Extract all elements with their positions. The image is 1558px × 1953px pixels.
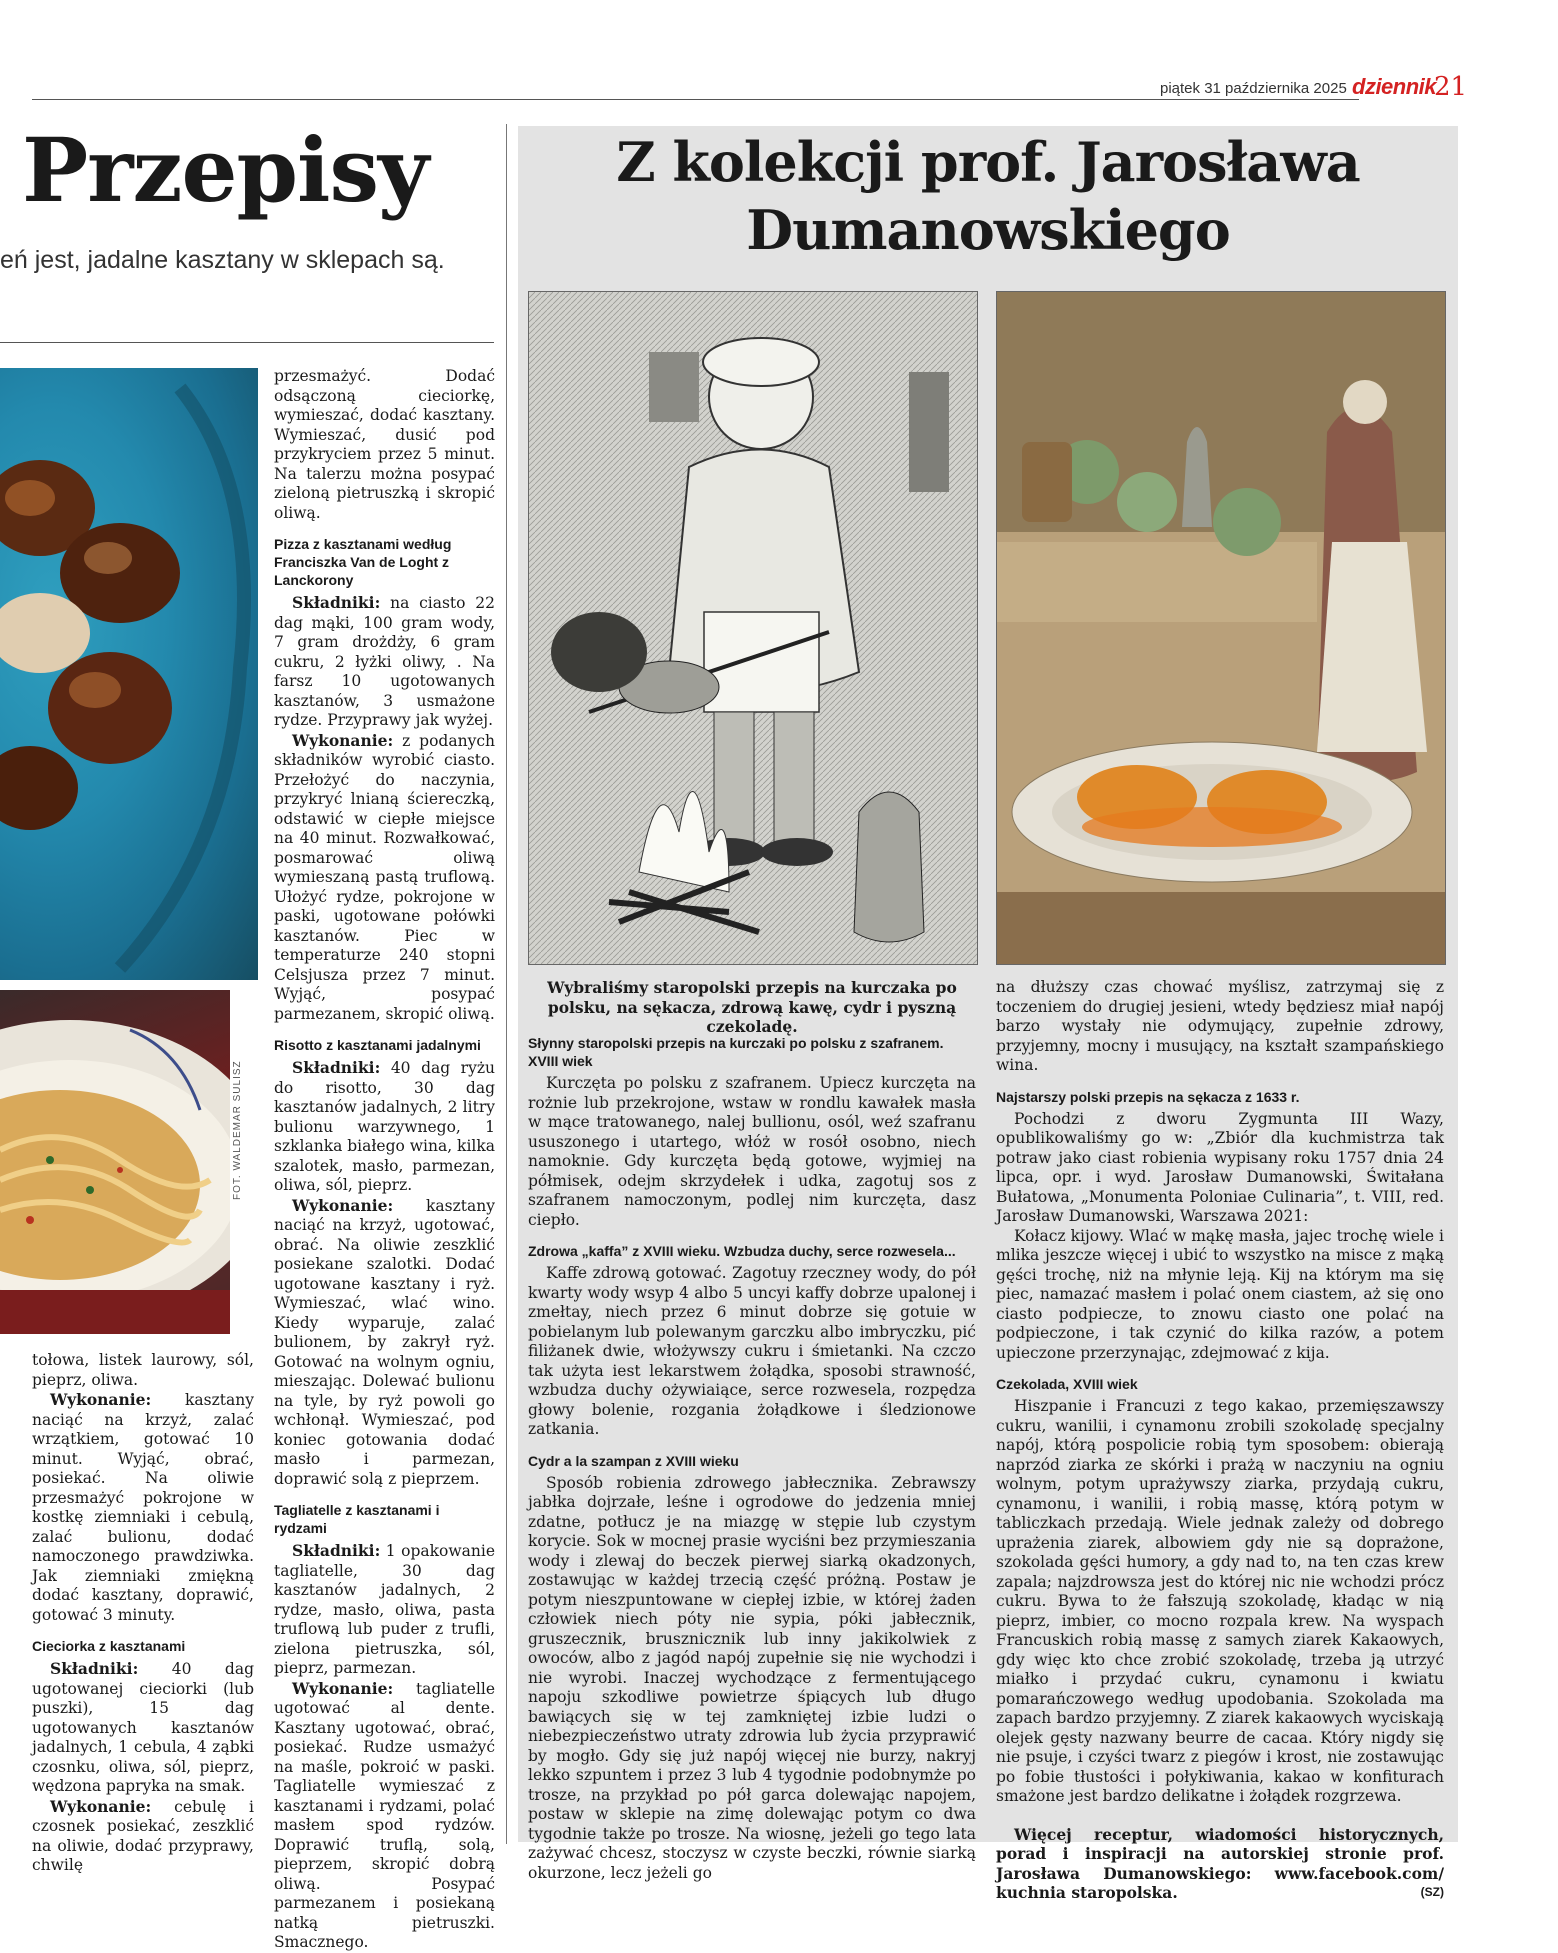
- kitchen-painting: [996, 291, 1446, 965]
- feature-title: [518, 128, 1458, 264]
- text: 40 dag ugotowanej cieciorki (lub puszki), 15 dag ugotowanych kasztanów jadalnych, 1 cebula, 4 ząbki czosnku, oliwa, sól, pieprz, wędzona papryka na smak.: [32, 1660, 254, 1795]
- text: na ciasto 22 dag mąki, 100 gram wody, 7 gram drożdży, 6 gram cukru, 2 łyżki oliwy, . Na farsz 10 ugotowanych kasztanów, 3 usmażone rydze. Przyprawy jak wyżej.: [274, 594, 495, 729]
- paragraph: Hiszpanie i Francuzi z tego kakao, przemięszawszy cukru, wanilii, i cynamonu zrobili szokoladę specjalny napój, którą pospolicie robią tym sposobem: obierają naprzód ziarka ze skórki i prażą w naczyniu na ogniu wolnym, potym uprażywszy ziarka, przydają cukru, cynamonu, i wanilii, i robią massę, którą potym w tabliczkach przedają. Wiele jednak zależy od dobrego uprażenia ziarek, albowiem gdy nie są doprażone, szokolada gęści humory, a gdy nad to, na ten czas krew zapala; najzdrowsza jest do której nic nie wchodzi prócz cukru. Bywa to że fałszują szokoladę, kładąc w nią pieprz, imbier, co mocno rozpala krew. Na wyspach Francuskich robią massę z samych ziarek Kakaowych, gdy więc kto chce zrobić szokoladę, trzeba ją utrzyć miałko i przydać cukru, cynamonu i kwiatu pomarańczowego według upodobania. Szokolada ma zapach bardzo przyjemny. Z ziarek kakaowych wyciskają olejek gęsty nazwany beurre de cacaa. Który nigdy się nie psuje, i czyści twarz z piegów i krost, nie zostawując po fobie tłustości i połykiwania, kakao w konfiturach smażone jest bardzo delikatne i żołądek rozgrzewa.: [996, 1397, 1444, 1805]
- recipe-heading: Czekolada, XVIII wiek: [996, 1376, 1138, 1392]
- paragraph: Kołacz kijowy. Wlać w mąkę masła, jajec trochę wiele i mlika jeszcze więcej i ubić to wszystko na misce z mąką gęści trochę, niż na młynie leją. Kij na którym ma się piec, namazać masłem i polać onem ciastem, aż się ono ciasto podpiecze, to znowu ciasto one polać na podpieczone, i tak czynić do kilka razów, a potem upieczone przerzynając, zdejmować z kija.: [996, 1226, 1444, 1362]
- more-info-note: [996, 1825, 1444, 1903]
- text: kasztany naciąć na krzyż, ugotować, obrać. Na oliwie zeszklić posiekane szalotki. Dodać ugotowane kasztany i ryż. Wymieszać, wlać wino. Kiedy wyparuje, zalać bulionem, by zakrył ryż. Gotować na wolnym ogniu, mieszając. Dolewać bulionu na tyle, by ryż powoli go wchłonął. Wymieszać, pod koniec gotowania dodać masło i parmezan, doprawić solą z pieprzem.: [274, 1196, 495, 1488]
- paragraph: Sposób robienia zdrowego jabłecznika. Zebrawszy jabłka dojrzałe, leśne i ogrodowe do jedzenia mniej zdatne, potłucz je na miazgę w stępie lub czystym korycie. Sok w mocnej prasie wyciśni bez przymieszania wody i zlewaj do beczek pierwej siarką okadzonych, zostawując w każdej trzecią część próżną. Postaw je potym nieszpuntowane w ciepłej izbie, w której żaden człowiek niech póty nie sypia, póki jabłecznik, gruszecznik, brusznicznik lub inny jakikolwiek z owoców, albo z jagód napój zupełnie się nie wychodzi i nie wyrobi. Inaczej wychodzące z fermentującego napoju szkodliwe powietrze śpiących lub długo bawiących się w tej zamkniętej izbie ludzi o niebezpieczeństwo utraty zdrowia lub życia przyprawić by mogło. Gdy się już napój więcej nie burzy, nakryj lekko szpuntem i przez 3 lub 4 tygodnie podobnymże po trosze, na przykład po pół garca dolewając napojem, postaw w sklepie na zimę dolewając potym co dwa tygodnie także po trosze. Na wiosnę, jeżeli go tego lata zażywać chcesz, stoczysz w czyste beczki, równie siarką okurzone, lecz jeżeli go: [528, 1473, 976, 1882]
- section-title: Przepisy: [22, 118, 429, 222]
- label: Wykonanie:: [292, 730, 394, 750]
- label: Wykonanie:: [292, 1195, 394, 1215]
- paragraph: [274, 593, 495, 731]
- photo-credit: FOT. WALDEMAR SULISZ: [232, 1060, 243, 1200]
- paragraph: [274, 1058, 495, 1196]
- feature-column-1: [528, 1022, 976, 1883]
- paragraph: na dłuższy czas chować myślisz, zatrzymaj się z toczeniem do drugiej jesieni, wtedy będziesz miał napój barzo wystały nie odymujący, zupełnie zdrowy, przyjemny, mocny i musujący, na kształt szampańskiego wina.: [996, 978, 1444, 1074]
- label: Składniki:: [292, 593, 381, 612]
- text: z podanych składników wyrobić ciasto. Przełożyć do naczynia, przykryć lnianą ściereczką, odstawić w ciepłe miejsce na 40 minut. Rozwałkować, posmarować oliwą wymieszaną pastą truflową. Ułożyć rydze, pokrojone w paski, ugotowane połówki kasztanów. Piec w temperaturze 240 stopni Celsjusza przez 7 minut. Wyjąć, posypać parmezanem, skropić oliwą.: [274, 731, 495, 1023]
- paragraph: [32, 1390, 254, 1625]
- label: Wykonanie:: [50, 1796, 152, 1816]
- label: Składniki:: [292, 1058, 381, 1077]
- pasta-photo: [0, 990, 230, 1334]
- feature-column-2: [996, 978, 1444, 1903]
- paragraph: Kurczęta po polsku z szafranem. Upiecz kurczęta na rożnie lub przekrojone, wstaw w rondlu kawałek masła w mące tratowanego, nalej bullionu, osól, weź szafranu ususzonego i utartego, włóż w rosół osobno, niech namoknie. Gdy kurczęta będą gotowe, wyjmiej na półmisek, odejm skrzydełek i udka, zagotuj sos z szafranem namoczonym, podlej nim kurczęta, dasz ciepło.: [528, 1074, 976, 1229]
- paragraph: Kaffe zdrową gotować. Zagotuy rzeczney wody, do pół kwarty wody wsyp 4 albo 5 uncyi kaffy dobrze upalonej i zmełtay, niech przez 6 minut dobrze się gotuie w pobielanym lub polewanym garczku albo imbryczku, pić filiżanek dwie, włożywszy cukru i śmietanki. Na czczo tak użyta iest lekarstwem żołądka, sposobi strawność, wzbudza duchy ożywiaiące, serce rozwesela, rozpędza głowy bolenie, rozgania żołądkowe i śledzionowe zatkania.: [528, 1264, 976, 1438]
- paragraph: Pochodzi z dworu Zygmunta III Wazy, opublikowaliśmy go w: „Zbiór dla kuchmistrza tak potraw jako ciast robienia wypisany roku 1757 dnia 24 lipca, opr. i wyd. Jarosław Dumanowski, Świtałana Bułatowa, „Monumenta Poloniae Culinaria”, t. VIII, red. Jarosław Dumanowski, Warszawa 2021:: [996, 1109, 1444, 1225]
- recipe-column-b: [274, 367, 495, 1953]
- feature-title-line: Z kolekcji prof. Jarosława: [616, 130, 1360, 194]
- recipe-heading: Risotto z kasztanami jadalnymi: [274, 1037, 481, 1053]
- cook-engraving: [528, 291, 978, 965]
- recipe-heading: Zdrowa „kaffa” z XVIII wieku. Wzbudza duchy, serce rozwesela...: [528, 1243, 956, 1259]
- recipe-heading: Najstarszy polski przepis na sękacza z 1633 r.: [996, 1088, 1300, 1105]
- text: Więcej receptur, wiadomości historycznych, porad i inspiracji na autorskiej stronie prof. Jarosława Dumanowskiego: www.facebook.com/ kuchnia staropolska.: [996, 1824, 1444, 1902]
- paragraph: przesmażyć. Dodać odsączoną cieciorkę, wymieszać, dodać kasztany. Wymieszać, dusić pod przykryciem przez 5 minut. Na talerzu można posypać zieloną pietruszką i skropić oliwą.: [274, 367, 495, 522]
- author-signature: (SZ): [1420, 1885, 1444, 1899]
- chestnuts-photo: [0, 368, 258, 980]
- header-rule: [32, 99, 1359, 100]
- paragraph: [32, 1797, 254, 1876]
- feature-title-line: Dumanowskiego: [746, 198, 1230, 262]
- text: tagliatelle ugotować al dente. Kasztany ugotować, obrać, posiekać. Rudze usmażyć na maśle, pokroić w paski. Tagliatelle wymieszać z kasztanami i rydzami, polać masłem spod rydzów. Doprawić truflą, solą, pieprzem, skropić dobrą oliwą. Posypać parmezanem i posiekaną natką pietruszki. Smacznego.: [274, 1679, 495, 1951]
- issue-date: piątek 31 października 2025: [1160, 80, 1347, 97]
- section-rule: [0, 342, 494, 343]
- text: kasztany naciąć na krzyż, zalać wrzątkiem, gotować 10 minut. Wyjąć, obrać, posiekać. Na oliwie przesmażyć pokrojone w kostkę ziemniaki i cebulą, zalać bulionu, dodać namoczonego prawdziwka. Jak ziemniaki zmiękną dodać kasztany, doprawić, gotować 3 minuty.: [32, 1391, 254, 1624]
- label: Wykonanie:: [292, 1678, 394, 1698]
- paragraph: [274, 1196, 495, 1490]
- recipe-heading: Cieciorka z kasztanami: [32, 1638, 186, 1654]
- column-divider: [506, 124, 507, 1844]
- text: cebulę i czosnek posiekać, zeszklić na oliwie, dodać przyprawy, chwilę: [32, 1797, 254, 1874]
- paragraph: [274, 1541, 495, 1679]
- label: Składniki:: [292, 1541, 381, 1560]
- text: 1 opakowanie tagliatelle, 30 dag kasztanów jadalnych, 2 rydze, masło, oliwa, pasta truflową lub puder z trufli, zielona pietruszka, sól, pieprz, parmezan.: [274, 1542, 495, 1677]
- feature-lead: Wybraliśmy staropolski przepis na kurczaka po polsku, na sękacza, zdrową kawę, cydr i pyszną czekoladę.: [547, 978, 957, 1036]
- recipe-heading: Słynny staropolski przepis na kurczaki po polsku z szafranem. XVIII wiek: [528, 1035, 944, 1069]
- label: Wykonanie:: [50, 1390, 152, 1409]
- paragraph: tołowa, listek laurowy, sól, pieprz, oliwa.: [32, 1351, 254, 1389]
- section-subtitle: eń jest, jadalne kasztany w sklepach są.: [0, 246, 445, 274]
- text: 40 dag ryżu do risotto, 30 dag kasztanów jadalnych, 2 litry bulionu warzywnego, 1 szklanka białego wina, kilka szalotek, masło, parmezan, oliwa, sól, pieprz.: [274, 1059, 495, 1194]
- recipe-heading: Pizza z kasztanami według Franciszka Van de Loght z Lanckorony: [274, 536, 452, 588]
- recipe-column-a: [32, 1351, 254, 1876]
- paragraph: [274, 731, 495, 1025]
- newspaper-logo[interactable]: dziennik: [1352, 74, 1437, 99]
- paragraph: [274, 1679, 495, 1953]
- recipe-heading: Cydr a la szampan z XVIII wieku: [528, 1452, 739, 1469]
- paragraph: [32, 1659, 254, 1797]
- page-number: 21: [1434, 72, 1468, 102]
- label: Składniki:: [50, 1659, 139, 1678]
- recipe-heading: Tagliatelle z kasztanami i rydzami: [274, 1502, 440, 1536]
